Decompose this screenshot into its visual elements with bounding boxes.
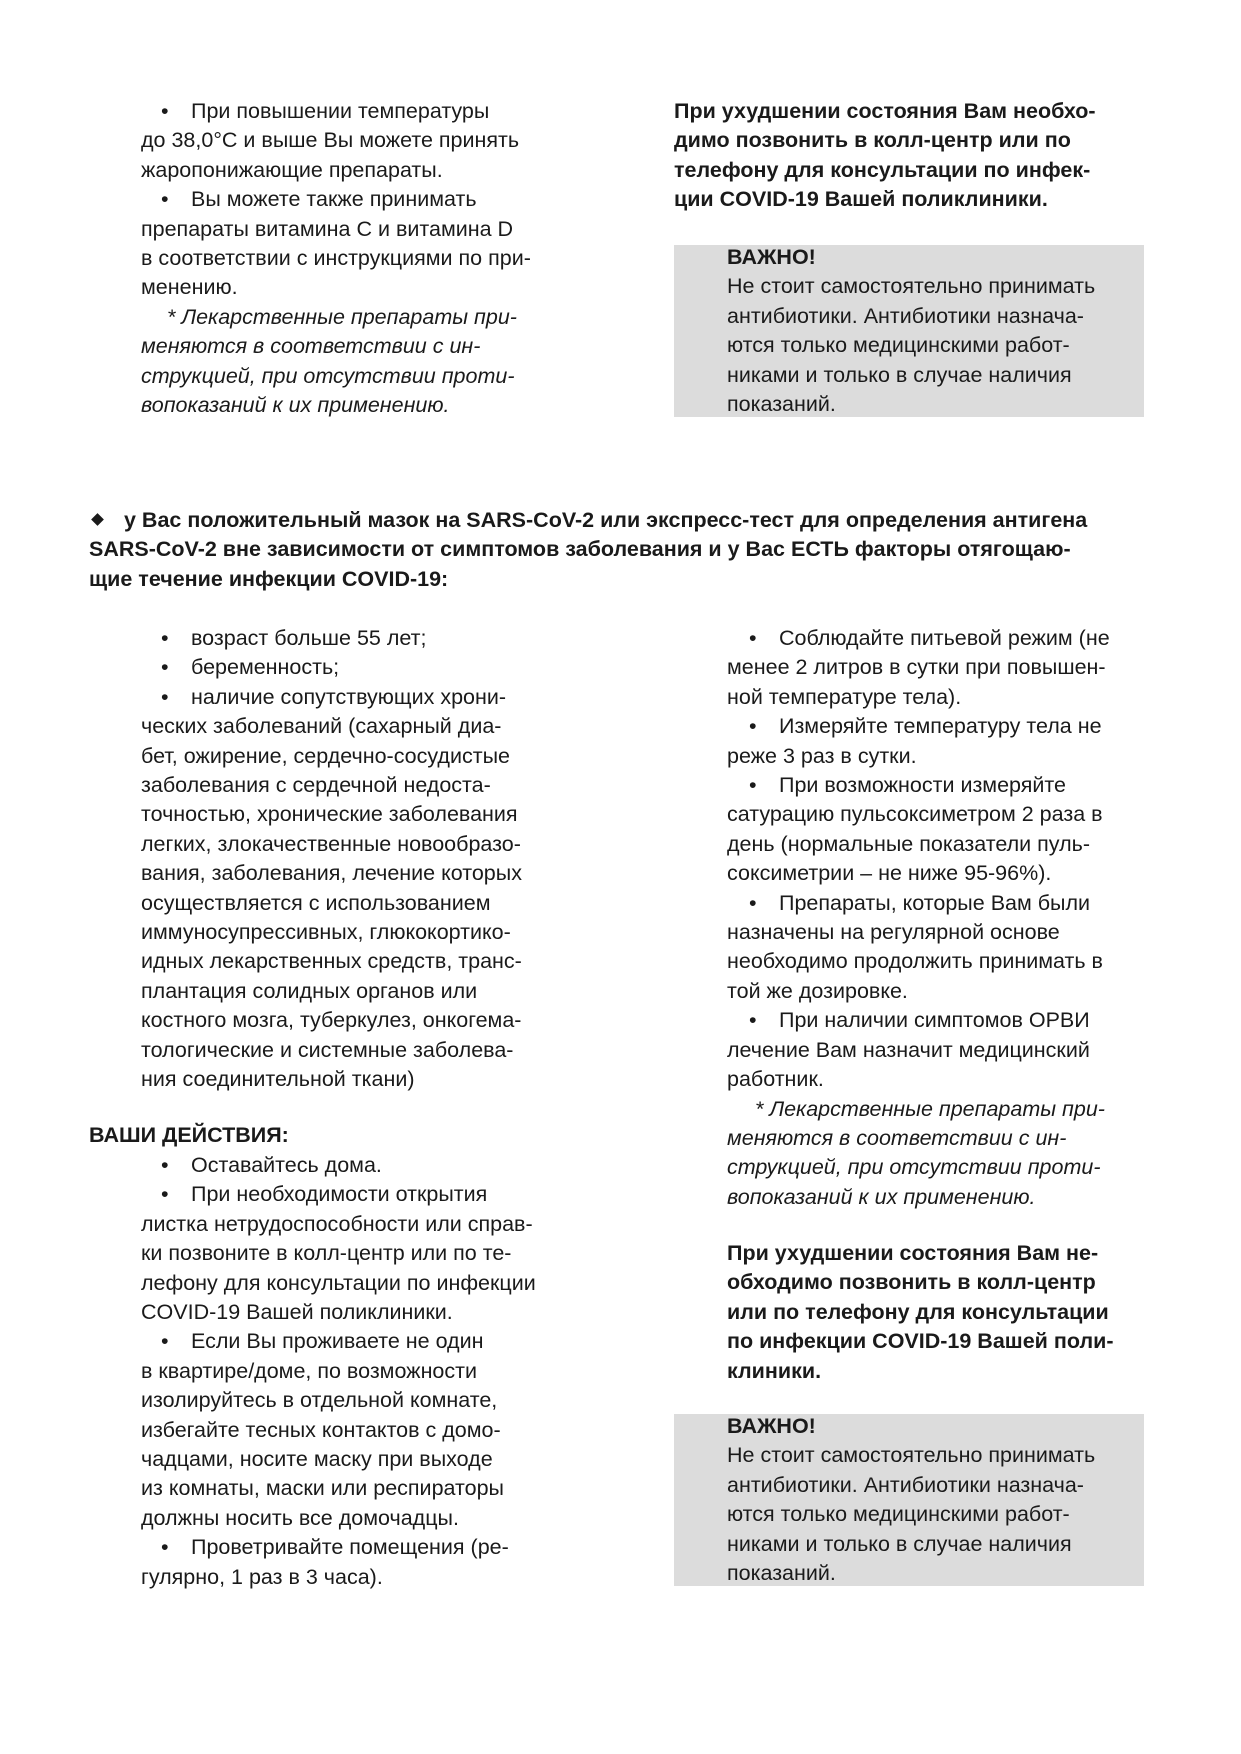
bullet-text: Проветривайте помещения (ре- [191, 1535, 509, 1560]
warning-line: обходимо позвонить в колл-центр [727, 1270, 1096, 1295]
text-line: необходимо продолжить принимать в [727, 949, 1103, 974]
text-line [727, 889, 1110, 918]
bullet-icon: • [161, 187, 169, 212]
warning-line: клиники. [727, 1358, 822, 1383]
text-line [141, 653, 522, 682]
text-line: вания, заболевания, лечение которых [141, 861, 522, 886]
text-line: легких, злокачественные новообразо- [141, 831, 521, 856]
bullet-text: Вы можете также принимать [191, 187, 477, 212]
text-line [141, 683, 522, 712]
warning-line: по инфекции COVID-19 Вашей поли- [727, 1329, 1114, 1354]
warning-line: ции COVID-19 Вашей поликлиники. [674, 187, 1048, 212]
text-line [141, 1180, 536, 1209]
bottom-right-warning [727, 1239, 1113, 1386]
important-box-2-title: ВАЖНО! [727, 1414, 816, 1438]
warning-line: или по телефону для консультации [727, 1299, 1109, 1324]
text-line: должны носить все домочадцы. [141, 1505, 459, 1530]
bullet-text: Препараты, которые Вам были [779, 890, 1091, 915]
footnote-line: меняются в соответствии с ин- [141, 334, 481, 359]
text-line: день (нормальные показатели пуль- [727, 831, 1090, 856]
bullet-text: При возможности измеряйте [779, 773, 1066, 798]
diamond-bullet-icon [91, 513, 104, 526]
text-line [141, 185, 531, 214]
text-line: той же дозировке. [727, 978, 908, 1003]
right-column-list [727, 624, 1110, 1212]
footnote-line: вопоказаний к их применению. [141, 393, 450, 418]
important-box-1-title: ВАЖНО! [727, 245, 816, 269]
warning-line: димо позвонить в колл-центр или по [674, 128, 1071, 153]
important-line: антибиотики. Антибиотики назнача- [727, 1472, 1084, 1497]
text-line: заболевания с сердечной недоста- [141, 773, 491, 798]
footnote-line: * Лекарственные препараты при- [167, 304, 517, 329]
text-line: в соответствии с инструкциями по при- [141, 246, 531, 271]
warning-line: При ухудшении состояния Вам не- [727, 1241, 1099, 1265]
text-line: тологические и системные заболева- [141, 1037, 514, 1062]
risk-factors-list [141, 624, 522, 1095]
important-line: никами и только в случае наличия [727, 1531, 1072, 1556]
bullet-icon: • [161, 1153, 169, 1177]
text-line: плантация солидных органов или [141, 978, 478, 1003]
text-line [141, 97, 531, 126]
text-line: изолируйтесь в отдельной комнате, [141, 1388, 498, 1413]
text-line: ческих заболеваний (сахарный диа- [141, 714, 502, 739]
bullet-icon: • [161, 99, 169, 123]
bullet-text: возраст больше 55 лет; [191, 626, 427, 650]
text-line: работник. [727, 1067, 824, 1092]
bullet-text: При необходимости открытия [191, 1182, 488, 1207]
text-line: лечение Вам назначит медицинский [727, 1037, 1090, 1062]
bullet-icon: • [161, 1182, 169, 1207]
important-line: Не стоит самостоятельно принимать [727, 1443, 1096, 1468]
text-line [727, 1006, 1110, 1035]
top-left-paragraph [141, 97, 531, 420]
actions-list [141, 1151, 536, 1592]
text-line [727, 712, 1110, 741]
important-line: антибиотики. Антибиотики назнача- [727, 303, 1084, 328]
text-line: жаропонижающие препараты. [141, 157, 443, 182]
bullet-text: беременность; [191, 655, 340, 680]
bullet-icon: • [749, 1008, 757, 1033]
text-line: избегайте тесных контактов с домо- [141, 1417, 501, 1442]
text-line: костного мозга, туберкулез, онкогема- [141, 1008, 522, 1033]
text-line [141, 624, 522, 653]
text-line: менению. [141, 275, 238, 300]
bullet-icon: • [749, 626, 757, 650]
text-line: сатурацию пульсоксиметром 2 раза в [727, 802, 1103, 827]
heading-line: у Вас положительный мазок на SARS-CoV-2 или экспресс-тест для определения антигена [89, 506, 1087, 535]
bullet-text: Соблюдайте питьевой режим (не [779, 626, 1110, 650]
text-line: бет, ожирение, сердечно-сосудистые [141, 743, 510, 768]
text-line: осуществляется с использованием [141, 890, 491, 915]
bullet-icon: • [161, 684, 169, 709]
text-line: реже 3 раз в сутки. [727, 743, 917, 768]
text-line: из комнаты, маски или респираторы [141, 1476, 504, 1501]
footnote-line: * Лекарственные препараты при- [755, 1096, 1105, 1121]
bullet-icon: • [749, 773, 757, 798]
bullet-icon: • [749, 714, 757, 739]
important-line: Не стоит самостоятельно принимать [727, 274, 1096, 299]
warning-line: При ухудшении состояния Вам необхо- [674, 99, 1096, 123]
important-line: показаний. [727, 392, 836, 417]
important-line: никами и только в случае наличия [727, 362, 1072, 387]
text-line: препараты витамина С и витамина D [141, 216, 514, 241]
text-line: гулярно, 1 раз в 3 часа). [141, 1564, 383, 1589]
footnote-line: струкцией, при отсутствии проти- [727, 1155, 1101, 1180]
text-line [727, 624, 1110, 653]
bullet-text: Если Вы проживаете не один [191, 1329, 484, 1354]
important-line: ются только медицинскими работ- [727, 1502, 1070, 1527]
important-line: показаний. [727, 1561, 836, 1586]
text-line: менее 2 литров в сутки при повышен- [727, 655, 1106, 680]
heading-line: SARS-CoV-2 вне зависимости от симптомов заболевания и у Вас ЕСТЬ факторы отягощаю- [89, 537, 1071, 562]
text-line: COVID-19 Вашей поликлиники. [141, 1300, 453, 1325]
text-line: ния соединительной ткани) [141, 1067, 415, 1092]
text-line: идных лекарственных средств, транс- [141, 949, 522, 974]
text-line [141, 1151, 536, 1180]
text-line [141, 1533, 536, 1562]
bullet-icon: • [161, 1535, 169, 1560]
footnote-line: вопоказаний к их применению. [727, 1184, 1036, 1209]
important-box-1-lines [727, 272, 1095, 419]
important-box-2-content [727, 1412, 1095, 1588]
text-line: назначены на регулярной основе [727, 920, 1060, 945]
text-line: чадцами, носите маску при выходе [141, 1447, 493, 1472]
text-line [727, 771, 1110, 800]
text-line: соксиметрии – не ниже 95-96%). [727, 861, 1052, 886]
bullet-icon: • [161, 655, 169, 680]
bullet-text: Измеряйте температуру тела не [779, 714, 1102, 739]
warning-line: телефону для консультации по инфек- [674, 157, 1091, 182]
text-line: иммуносупрессивных, глюкокортико- [141, 920, 511, 945]
bullet-text: Оставайтесь дома. [191, 1153, 382, 1177]
text-line: в квартире/доме, по возможности [141, 1358, 478, 1383]
text-line: лефону для консультации по инфекции [141, 1270, 536, 1295]
text-line: точностью, хронические заболевания [141, 802, 518, 827]
text-line: листка нетрудоспособности или справ- [141, 1211, 533, 1236]
important-box-1-content [727, 243, 1095, 419]
important-line: ются только медицинскими работ- [727, 333, 1070, 358]
heading-line: щие течение инфекции COVID-19: [89, 566, 449, 591]
text-line: ной температуре тела). [727, 684, 962, 709]
actions-title: ВАШИ ДЕЙСТВИЯ: [89, 1123, 289, 1147]
top-right-warning [674, 97, 1096, 215]
bullet-icon: • [161, 1329, 169, 1354]
text-line: до 38,0°С и выше Вы можете принять [141, 128, 520, 153]
important-box-2-lines [727, 1441, 1095, 1588]
bullet-text: При наличии симптомов ОРВИ [779, 1008, 1090, 1033]
text-line: ки позвоните в колл-центр или по те- [141, 1241, 512, 1266]
section-heading [89, 506, 1087, 594]
bullet-text: При повышении температуры [191, 99, 490, 123]
bullet-text: наличие сопутствующих хрони- [191, 684, 507, 709]
text-line [141, 1327, 536, 1356]
footnote-line: струкцией, при отсутствии проти- [141, 363, 515, 388]
bullet-icon: • [749, 890, 757, 915]
bullet-icon: • [161, 626, 169, 650]
footnote-line: меняются в соответствии с ин- [727, 1125, 1067, 1150]
